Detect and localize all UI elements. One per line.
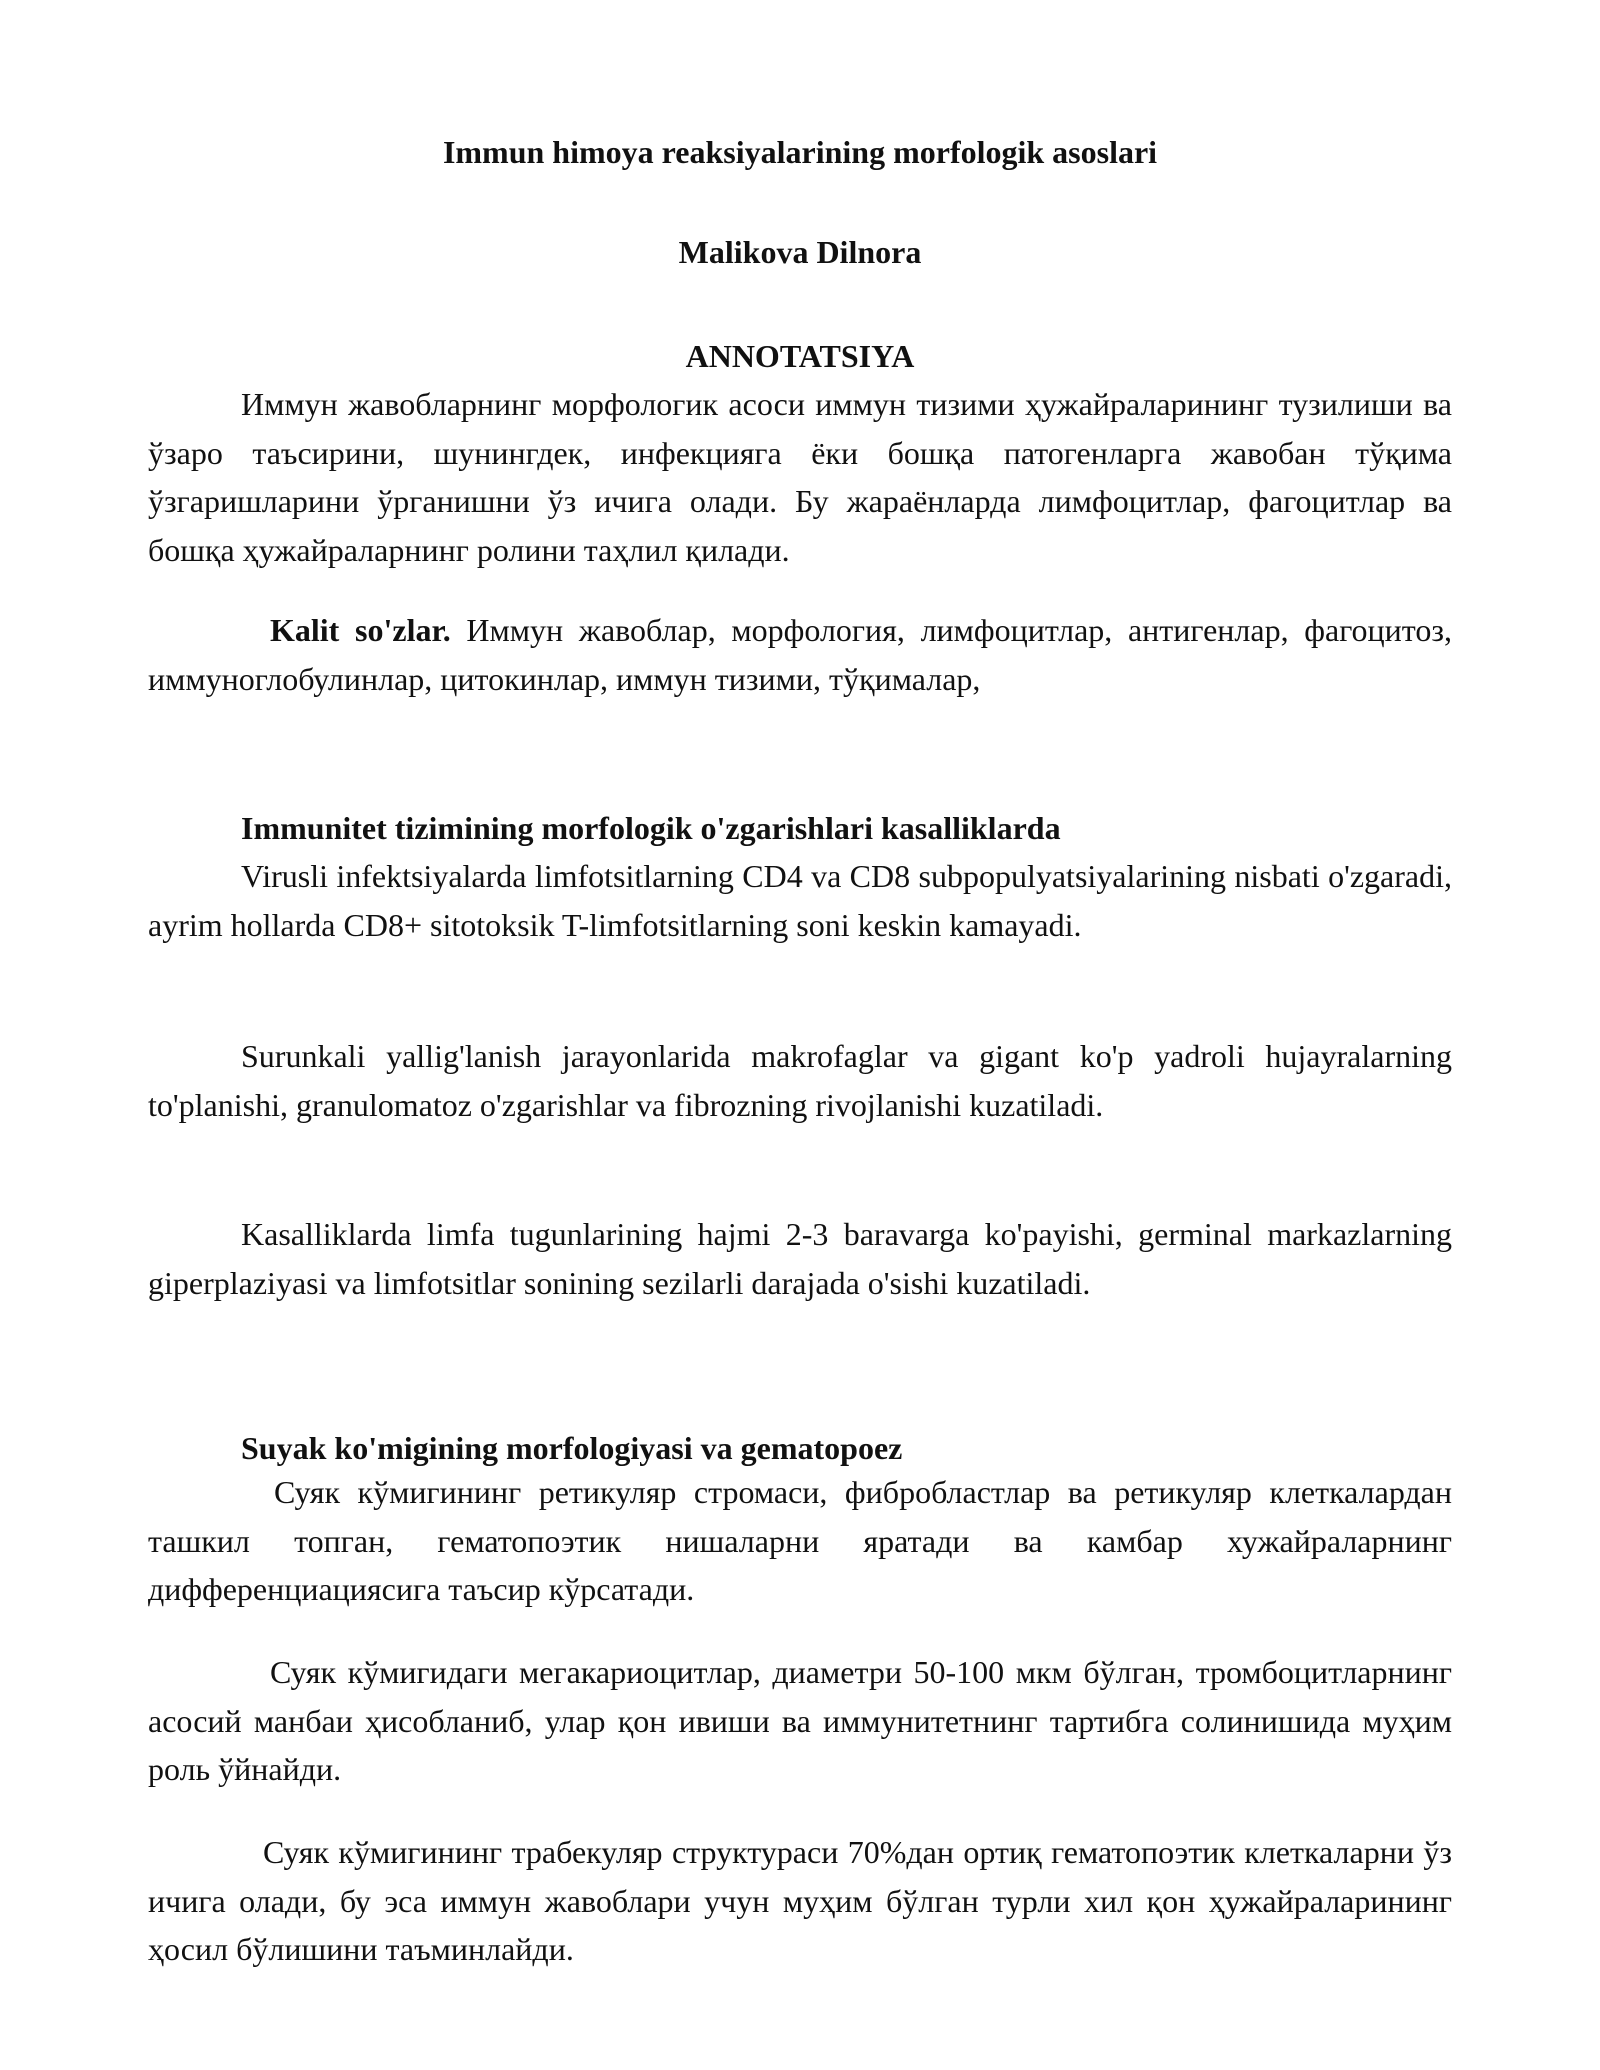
section2-paragraph-2: Суяк кўмигидаги мегакариоцитлар, диаметри 50-100 мкм бўлган, тромбоцитларнинг асосий манбаи ҳисобланиб, улар қон ивиши ва иммунитетнинг тартибга солинишида муҳим роль ўйнайди.: [148, 1654, 1452, 1787]
keywords-text: Иммун жавоблар, морфология, лимфоцитлар, антигенлар, фагоцитоз, иммуноглобулинлар, цитокинлар, иммун тизими, тўқималар,: [148, 612, 1453, 697]
author-name: Malikova Dilnora: [678, 234, 922, 270]
section-heading-bone-marrow: Suyak ko'migining morfologiyasi va gematopoez: [241, 1430, 903, 1466]
annotation-heading: ANNOTATSIYA: [685, 338, 915, 374]
section1-paragraph-2: Surunkali yallig'lanish jarayonlarida makrofaglar va gigant ko'p yadroli hujayralarning to'planishi, granulomatoz o'zgarishlar va fibrozning rivojlanishi kuzatiladi.: [148, 1038, 1452, 1123]
section2-paragraph-1: Суяк кўмигининг ретикуляр стромаси, фибробластлар ва ретикуляр клеткалардан ташкил топган, гематопоэтик нишаларни яратади ва камбар хужайраларнинг дифференциациясига таъсир кўрсатади.: [148, 1474, 1452, 1607]
section2-paragraph-3: Суяк кўмигининг трабекуляр структураси 70%дан ортиқ гематопоэтик клеткаларни ўз ичига олади, бу эса иммун жавоблари учун муҳим бўлган турли хил қон ҳужайраларининг ҳосил бўлишини таъминлайди.: [148, 1834, 1452, 1967]
section1-paragraph-3: Kasalliklarda limfa tugunlarining hajmi 2-3 baravarga ko'payishi, germinal markazlarning giperplaziyasi va limfotsitlar sonining sezilarli darajada o'sishi kuzatiladi.: [148, 1216, 1452, 1301]
document-title: Immun himoya reaksiyalarining morfologik asoslari: [442, 134, 1158, 170]
document-page: [148, 0, 1452, 2070]
section-heading-immunity: Immunitet tizimining morfologik o'zgarishlari kasalliklarda: [241, 810, 1061, 846]
keywords-paragraph: [148, 606, 1452, 703]
keywords-label: Kalit so'zlar.: [270, 612, 451, 648]
section1-paragraph-1: Virusli infektsiyalarda limfotsitlarning CD4 va CD8 subpopulyatsiyalarining nisbati o'zgaradi, ayrim hollarda CD8+ sitotoksik T-limfotsitlarning soni keskin kamayadi.: [148, 858, 1452, 943]
annotation-paragraph: Иммун жавобларнинг морфологик асоси иммун тизими ҳужайраларининг тузилиши ва ўзаро таъсирини, шунингдек, инфекцияга ёки бошқа патогенларга жавобан тўқима ўзгаришларини ўрганишни ўз ичига олади. Бу жараёнларда лимфоцитлар, фагоцитлар ва бошқа ҳужайраларнинг ролини таҳлил қилади.: [148, 386, 1452, 568]
